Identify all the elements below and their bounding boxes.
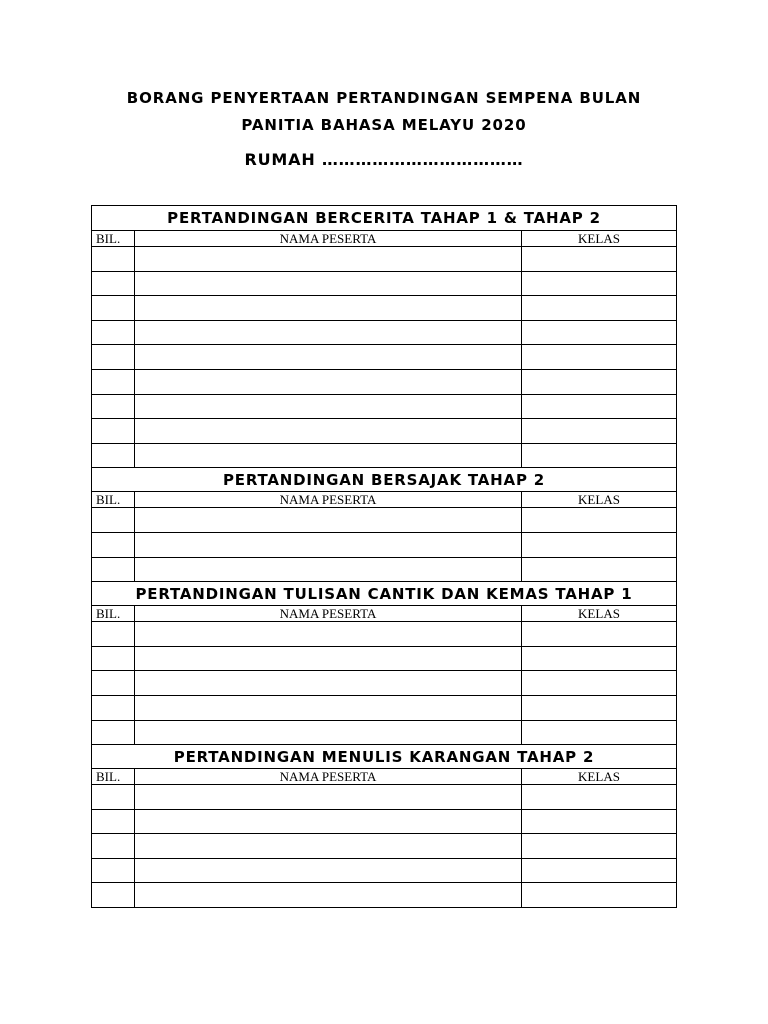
nama-peserta-cell[interactable] — [135, 647, 522, 671]
kelas-header: KELAS — [578, 606, 620, 622]
kelas-cell[interactable] — [522, 370, 676, 394]
bil-cell[interactable] — [92, 558, 135, 582]
table-row — [92, 344, 676, 369]
kelas-cell[interactable] — [522, 810, 676, 834]
kelas-cell[interactable] — [522, 444, 676, 468]
bil-cell[interactable] — [92, 883, 135, 907]
kelas-cell[interactable] — [522, 533, 676, 557]
bil-cell[interactable] — [92, 272, 135, 296]
nama-peserta-cell[interactable] — [135, 622, 522, 646]
nama-peserta-cell[interactable] — [135, 444, 522, 468]
kelas-cell[interactable] — [522, 721, 676, 745]
nama-peserta-cell[interactable] — [135, 834, 522, 858]
table-row — [92, 858, 676, 883]
kelas-cell[interactable] — [522, 859, 676, 883]
table-row — [92, 320, 676, 345]
kelas-header: KELAS — [578, 492, 620, 508]
competition-section — [92, 206, 676, 467]
section-title: PERTANDINGAN MENULIS KARANGAN TAHAP 2 — [92, 744, 676, 768]
kelas-cell[interactable] — [522, 419, 676, 443]
bil-cell[interactable] — [92, 721, 135, 745]
kelas-cell[interactable] — [522, 247, 676, 271]
kelas-cell[interactable] — [522, 883, 676, 907]
kelas-cell[interactable] — [522, 508, 676, 532]
bil-cell[interactable] — [92, 370, 135, 394]
table-row — [92, 784, 676, 809]
bil-header: BIL. — [92, 769, 135, 784]
column-header-row — [92, 230, 676, 246]
nama-peserta-cell[interactable] — [135, 533, 522, 557]
bil-cell[interactable] — [92, 647, 135, 671]
bil-cell[interactable] — [92, 395, 135, 419]
nama-peserta-cell[interactable] — [135, 395, 522, 419]
kelas-cell[interactable] — [522, 272, 676, 296]
bil-cell[interactable] — [92, 785, 135, 809]
bil-header: BIL. — [92, 492, 135, 507]
table-row — [92, 670, 676, 695]
kelas-cell[interactable] — [522, 834, 676, 858]
bil-cell[interactable] — [92, 533, 135, 557]
nama-peserta-header: NAMA PESERTA — [135, 231, 522, 246]
nama-peserta-cell[interactable] — [135, 508, 522, 532]
section-title: PERTANDINGAN BERSAJAK TAHAP 2 — [92, 467, 676, 491]
table-row — [92, 646, 676, 671]
kelas-header: KELAS — [578, 231, 620, 246]
bil-cell[interactable] — [92, 419, 135, 443]
nama-peserta-cell[interactable] — [135, 370, 522, 394]
table-row — [92, 507, 676, 532]
nama-peserta-cell[interactable] — [135, 247, 522, 271]
competition-section — [92, 467, 676, 581]
nama-peserta-cell[interactable] — [135, 272, 522, 296]
column-header-row — [92, 768, 676, 784]
entry-form-table — [91, 205, 677, 908]
rumah-field: RUMAH ……………………………… — [244, 150, 524, 169]
nama-peserta-cell[interactable] — [135, 883, 522, 907]
nama-peserta-cell[interactable] — [135, 721, 522, 745]
kelas-cell[interactable] — [522, 296, 676, 320]
kelas-cell[interactable] — [522, 345, 676, 369]
bil-cell[interactable] — [92, 834, 135, 858]
nama-peserta-cell[interactable] — [135, 321, 522, 345]
nama-peserta-cell[interactable] — [135, 785, 522, 809]
bil-cell[interactable] — [92, 671, 135, 695]
competition-section — [92, 744, 676, 907]
bil-cell[interactable] — [92, 321, 135, 345]
table-row — [92, 882, 676, 907]
table-row — [92, 532, 676, 557]
section-title: PERTANDINGAN TULISAN CANTIK DAN KEMAS TAHAP 1 — [92, 581, 676, 605]
kelas-cell[interactable] — [522, 785, 676, 809]
bil-cell[interactable] — [92, 810, 135, 834]
bil-cell[interactable] — [92, 859, 135, 883]
table-row — [92, 394, 676, 419]
nama-peserta-cell[interactable] — [135, 859, 522, 883]
table-row — [92, 720, 676, 745]
bil-cell[interactable] — [92, 345, 135, 369]
table-row — [92, 695, 676, 720]
table-row — [92, 833, 676, 858]
bil-cell[interactable] — [92, 622, 135, 646]
table-row — [92, 271, 676, 296]
bil-header: BIL. — [92, 231, 135, 246]
kelas-cell[interactable] — [522, 647, 676, 671]
nama-peserta-cell[interactable] — [135, 296, 522, 320]
nama-peserta-cell[interactable] — [135, 345, 522, 369]
bil-cell[interactable] — [92, 508, 135, 532]
form-title-line-2: PANITIA BAHASA MELAYU 2020 — [241, 116, 527, 134]
nama-peserta-cell[interactable] — [135, 810, 522, 834]
column-header-row — [92, 605, 676, 621]
bil-cell[interactable] — [92, 296, 135, 320]
nama-peserta-cell[interactable] — [135, 558, 522, 582]
column-header-row — [92, 491, 676, 507]
table-row — [92, 557, 676, 582]
kelas-cell[interactable] — [522, 321, 676, 345]
section-title: PERTANDINGAN BERCERITA TAHAP 1 & TAHAP 2 — [167, 209, 601, 227]
table-row — [92, 246, 676, 271]
competition-section — [92, 581, 676, 744]
nama-peserta-header: NAMA PESERTA — [135, 492, 522, 507]
bil-cell[interactable] — [92, 696, 135, 720]
kelas-cell[interactable] — [522, 395, 676, 419]
nama-peserta-header: NAMA PESERTA — [135, 769, 522, 784]
table-row — [92, 809, 676, 834]
table-row — [92, 295, 676, 320]
nama-peserta-cell[interactable] — [135, 419, 522, 443]
kelas-cell[interactable] — [522, 671, 676, 695]
bil-cell[interactable] — [92, 444, 135, 468]
nama-peserta-cell[interactable] — [135, 671, 522, 695]
table-row — [92, 621, 676, 646]
kelas-header: KELAS — [578, 769, 620, 785]
kelas-cell[interactable] — [522, 622, 676, 646]
bil-cell[interactable] — [92, 247, 135, 271]
kelas-cell[interactable] — [522, 696, 676, 720]
kelas-cell[interactable] — [522, 558, 676, 582]
nama-peserta-cell[interactable] — [135, 696, 522, 720]
table-row — [92, 443, 676, 468]
bil-header: BIL. — [92, 606, 135, 621]
table-row — [92, 369, 676, 394]
table-row — [92, 418, 676, 443]
form-title-line-1: BORANG PENYERTAAN PERTANDINGAN SEMPENA BULAN — [126, 89, 642, 107]
nama-peserta-header: NAMA PESERTA — [135, 606, 522, 621]
